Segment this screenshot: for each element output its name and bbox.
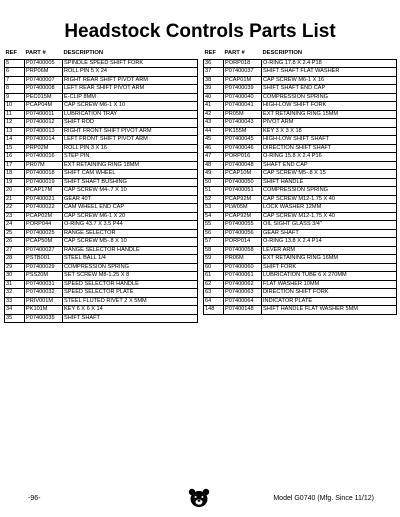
cell-ref: 44	[204, 127, 224, 136]
cell-ref: 60	[204, 263, 224, 272]
cell-ref: 38	[204, 76, 224, 85]
cell-desc: STEP PIN	[63, 153, 198, 162]
cell-ref: 22	[5, 204, 25, 213]
table-row	[5, 263, 198, 272]
table-row	[204, 110, 397, 119]
cell-ref: 23	[5, 212, 25, 221]
cell-desc: SPEED SELECTOR PLATE	[63, 289, 198, 298]
cell-desc: LEFT REAR SHIFT PIVOT ARM	[63, 85, 198, 94]
cell-part: PORP044	[25, 221, 63, 230]
cell-ref: 27	[5, 246, 25, 255]
table-row	[204, 263, 397, 272]
cell-part: PRP06M	[25, 68, 63, 77]
cell-part: P07400061	[224, 272, 262, 281]
cell-desc: LUBRICATION TRAY	[63, 110, 198, 119]
cell-ref: 36	[204, 59, 224, 68]
cell-ref: 55	[204, 221, 224, 230]
cell-ref: 5	[5, 59, 25, 68]
table-row	[204, 161, 397, 170]
cell-part: PLW05M	[224, 204, 262, 213]
cell-part: P07400039	[224, 85, 262, 94]
parts-table-left-body	[5, 59, 198, 323]
table-row	[5, 280, 198, 289]
table-row	[204, 127, 397, 136]
cell-ref: 17	[5, 161, 25, 170]
cell-desc: CAP SCREW M4-.7 X 10	[63, 187, 198, 196]
cell-part: P07400045	[224, 136, 262, 145]
cell-desc: ROLL PIN 5 X 24	[63, 68, 198, 77]
cell-part: PCAP02M	[25, 212, 63, 221]
cell-desc: STEEL BALL 1/4	[63, 255, 198, 264]
cell-desc: SHIFT FORK	[262, 263, 397, 272]
table-row	[204, 272, 397, 281]
header-part: PART #	[224, 50, 245, 56]
table-row	[5, 221, 198, 230]
cell-desc: RIGHT REAR SHIFT PIVOT ARM	[63, 76, 198, 85]
cell-desc: KEY 3 X 3 X 18	[262, 127, 397, 136]
cell-desc: LEFT FRONT SHIFT PIVOT ARM	[63, 136, 198, 145]
cell-desc: EXT RETAINING RING 16MM	[262, 255, 397, 264]
table-row	[5, 136, 198, 145]
cell-ref: 10	[5, 102, 25, 111]
cell-part: P07400148	[224, 306, 262, 315]
cell-part: P07400011	[25, 110, 63, 119]
cell-ref: 64	[204, 297, 224, 306]
table-row	[204, 153, 397, 162]
cell-desc: CAP SCREW M5-.8 X 15	[262, 170, 397, 179]
table-row	[204, 144, 397, 153]
cell-part: P07400013	[25, 127, 63, 136]
cell-desc: CAP SCREW M6-1 X 10	[63, 102, 198, 111]
cell-ref: 20	[5, 187, 25, 196]
table-row	[5, 204, 198, 213]
table-row	[204, 212, 397, 221]
table-row	[5, 110, 198, 119]
cell-part: P07400035	[25, 314, 63, 323]
table-row	[5, 289, 198, 298]
cell-ref: 52	[204, 195, 224, 204]
cell-part: PORP014	[224, 238, 262, 247]
cell-part: PSS20M	[25, 272, 63, 281]
cell-desc: COMPRESSION SPRING	[262, 187, 397, 196]
cell-desc: DIRECTION SHIFT SHAFT	[262, 144, 397, 153]
table-row	[204, 68, 397, 77]
cell-ref: 62	[204, 280, 224, 289]
cell-part: P07400056	[224, 229, 262, 238]
table-row	[5, 178, 198, 187]
model-label: Model G0740 (Mfg. Since 11/12)	[273, 495, 374, 502]
cell-part: P07400041	[224, 102, 262, 111]
cell-part: P07400040	[224, 93, 262, 102]
cell-part: PRIV001M	[25, 297, 63, 306]
cell-ref: 48	[204, 161, 224, 170]
cell-ref: 47	[204, 153, 224, 162]
cell-part: PORP018	[224, 59, 262, 68]
cell-desc: EXT RETAINING RING 18MM	[63, 161, 198, 170]
cell-part: P07400022	[25, 204, 63, 213]
cell-ref: 34	[5, 306, 25, 315]
cell-part: P07400048	[224, 161, 262, 170]
cell-desc: SPINDLE SPEED SHIFT FORK	[63, 59, 198, 68]
cell-ref: 53	[204, 204, 224, 213]
cell-ref: 56	[204, 229, 224, 238]
table-row	[5, 93, 198, 102]
cell-part: PK155M	[224, 127, 262, 136]
table-header-row	[5, 50, 198, 59]
table-row	[204, 221, 397, 230]
cell-part: P07400008	[25, 85, 63, 94]
cell-part: PK101M	[25, 306, 63, 315]
cell-part: P07400043	[224, 119, 262, 128]
cell-part: PCAP92M	[224, 195, 262, 204]
cell-desc: SHIFT HANDLE FLAT WASHER 5MM	[262, 306, 397, 315]
table-row	[204, 187, 397, 196]
table-row	[204, 178, 397, 187]
table-row	[204, 229, 397, 238]
cell-ref: 8	[5, 85, 25, 94]
cell-part: P07400062	[224, 280, 262, 289]
table-row	[5, 119, 198, 128]
table-row	[204, 170, 397, 179]
header-part: PART #	[25, 50, 46, 56]
cell-desc: CAM WHEEL END CAP	[63, 204, 198, 213]
cell-ref: 45	[204, 136, 224, 145]
cell-part: P07400058	[224, 246, 262, 255]
cell-part: P07400032	[25, 289, 63, 298]
cell-ref: 37	[204, 68, 224, 77]
cell-part: P07400050	[224, 178, 262, 187]
cell-desc: LEVER ARM	[262, 246, 397, 255]
cell-ref: 18	[5, 170, 25, 179]
cell-ref: 7	[5, 76, 25, 85]
cell-desc: SHIFT SHAFT END CAP	[262, 85, 397, 94]
table-row	[204, 102, 397, 111]
cell-part: P07400005	[25, 59, 63, 68]
cell-desc: GEAR 40T	[63, 195, 198, 204]
table-row	[5, 170, 198, 179]
header-description: DESCRIPTION	[262, 50, 303, 56]
cell-ref: 32	[5, 289, 25, 298]
table-row	[204, 280, 397, 289]
cell-ref: 50	[204, 178, 224, 187]
cell-part: P07400063	[224, 289, 262, 298]
cell-desc: SHIFT HANDLE	[262, 178, 397, 187]
cell-desc: O-RING 43.7 X 3.5 P44	[63, 221, 198, 230]
cell-desc: CAP SCREW M5-.8 X 10	[63, 238, 198, 247]
cell-part: P07400060	[224, 263, 262, 272]
table-row	[5, 102, 198, 111]
cell-desc: STEEL FLUTED RIVET 2 X 5MM	[63, 297, 198, 306]
table-row	[5, 127, 198, 136]
cell-part: PCAP92M	[224, 212, 262, 221]
cell-part: PCAP01M	[224, 76, 262, 85]
cell-part: P07400064	[224, 297, 262, 306]
cell-part: P07400007	[25, 76, 63, 85]
cell-ref: 25	[5, 229, 25, 238]
cell-desc: O-RING 17.8 X 2.4 P18	[262, 59, 397, 68]
cell-part: P07400016	[25, 153, 63, 162]
cell-ref: 63	[204, 289, 224, 298]
cell-ref: 26	[5, 238, 25, 247]
cell-ref: 59	[204, 255, 224, 264]
cell-part: P07400012	[25, 119, 63, 128]
cell-desc: HIGH-LOW SHIFT FORK	[262, 102, 397, 111]
cell-part: PR06M	[224, 255, 262, 264]
cell-desc: SHIFT ROD	[63, 119, 198, 128]
cell-ref: 12	[5, 119, 25, 128]
table-header-row	[204, 50, 397, 59]
cell-part: PRP02M	[25, 144, 63, 153]
table-row	[5, 68, 198, 77]
cell-part: P07400031	[25, 280, 63, 289]
cell-part: P07400021	[25, 195, 63, 204]
cell-part: P07400027	[25, 246, 63, 255]
cell-desc: RANGE SELECTOR HANDLE	[63, 246, 198, 255]
page-number: -96-	[28, 495, 41, 502]
cell-desc: O-RING 13.8 X 2.4 P14	[262, 238, 397, 247]
cell-part: PR05M	[224, 110, 262, 119]
cell-desc: SHIFT CAM WHEEL	[63, 170, 198, 179]
table-row	[5, 161, 198, 170]
header-description: DESCRIPTION	[63, 50, 104, 56]
cell-ref: 35	[5, 314, 25, 323]
table-row	[204, 306, 397, 315]
table-row	[5, 314, 198, 323]
cell-ref: 58	[204, 246, 224, 255]
cell-ref: 21	[5, 195, 25, 204]
table-row	[204, 76, 397, 85]
cell-ref: 61	[204, 272, 224, 281]
bear-head-icon	[188, 488, 210, 508]
cell-ref: 39	[204, 85, 224, 94]
table-row	[204, 255, 397, 264]
table-row	[5, 59, 198, 68]
cell-ref: 57	[204, 238, 224, 247]
table-row	[5, 306, 198, 315]
cell-part: PORP016	[224, 153, 262, 162]
table-row	[204, 297, 397, 306]
table-row	[204, 93, 397, 102]
cell-desc: E-CLIP 8MM	[63, 93, 198, 102]
cell-ref: 31	[5, 280, 25, 289]
cell-part: P07400055	[224, 221, 262, 230]
cell-ref: 51	[204, 187, 224, 196]
cell-part: PSTB001	[25, 255, 63, 264]
table-row	[204, 204, 397, 213]
cell-part: P07400037	[224, 68, 262, 77]
cell-desc: SPEED SELECTOR HANDLE	[63, 280, 198, 289]
table-row	[5, 255, 198, 264]
cell-part: P07400018	[25, 170, 63, 179]
table-row	[204, 85, 397, 94]
cell-part: PCAP17M	[25, 187, 63, 196]
table-row	[5, 212, 198, 221]
cell-desc: CAP SCREW M12-1.75 X 40	[262, 195, 397, 204]
table-row	[204, 119, 397, 128]
cell-desc: LOCK WASHER 12MM	[262, 204, 397, 213]
table-row	[5, 76, 198, 85]
cell-desc: CAP SCREW M12-1.75 X 40	[262, 212, 397, 221]
cell-desc: PIVOT ARM	[262, 119, 397, 128]
table-row	[5, 144, 198, 153]
cell-ref: 19	[5, 178, 25, 187]
cell-ref: 16	[5, 153, 25, 162]
cell-ref: 46	[204, 144, 224, 153]
table-row	[5, 195, 198, 204]
table-row	[204, 195, 397, 204]
cell-desc: ROLL PIN 3 X 16	[63, 144, 198, 153]
cell-part: P07400014	[25, 136, 63, 145]
cell-desc: COMPRESSION SPRING	[63, 263, 198, 272]
cell-desc: HIGH-LOW SHIFT SHAFT	[262, 136, 397, 145]
cell-ref: 33	[5, 297, 25, 306]
cell-desc: FLAT WASHER 10MM	[262, 280, 397, 289]
header-ref: REF	[204, 50, 217, 56]
cell-desc: GEAR SHAFT	[262, 229, 397, 238]
cell-desc: SHIFT SHAFT	[63, 314, 198, 323]
cell-ref: 49	[204, 170, 224, 179]
table-row	[5, 187, 198, 196]
table-row	[204, 246, 397, 255]
cell-part: PCAP50M	[25, 238, 63, 247]
cell-part: P07400025	[25, 229, 63, 238]
table-row	[5, 272, 198, 281]
cell-ref: 13	[5, 127, 25, 136]
cell-desc: SHIFT SHAFT BUSHING	[63, 178, 198, 187]
cell-desc: KEY 6 X 6 X 14	[63, 306, 198, 315]
cell-desc: COMPRESSION SPRING	[262, 93, 397, 102]
table-row	[204, 59, 397, 68]
cell-part: P07400046	[224, 144, 262, 153]
cell-desc: SHIFT SHAFT FLAT WASHER	[262, 68, 397, 77]
cell-desc: OIL SIGHT GLASS 3/4"	[262, 221, 397, 230]
cell-ref: 42	[204, 110, 224, 119]
table-row	[5, 246, 198, 255]
cell-ref: 11	[5, 110, 25, 119]
cell-ref: 54	[204, 212, 224, 221]
table-row	[5, 297, 198, 306]
cell-ref: 6	[5, 68, 25, 77]
cell-desc: RANGE SELECTOR	[63, 229, 198, 238]
cell-desc: RIGHT FRONT SHIFT PIVOT ARM	[63, 127, 198, 136]
cell-part: PEC015M	[25, 93, 63, 102]
parts-table-right-body	[204, 59, 397, 314]
table-row	[5, 85, 198, 94]
cell-part: P07400029	[25, 263, 63, 272]
cell-ref: 28	[5, 255, 25, 264]
parts-table-left	[4, 50, 198, 323]
table-row	[5, 229, 198, 238]
cell-desc: CAP SCREW M6-1 X 20	[63, 212, 198, 221]
cell-desc: SET SCREW M8-1.25 X 8	[63, 272, 198, 281]
cell-desc: INDICATOR PLATE	[262, 297, 397, 306]
cell-ref: 41	[204, 102, 224, 111]
parts-table-right	[203, 50, 397, 315]
cell-part: P07400019	[25, 178, 63, 187]
cell-desc: CAP SCREW M6-1 X 16	[262, 76, 397, 85]
cell-ref: 14	[5, 136, 25, 145]
cell-ref: 43	[204, 119, 224, 128]
table-row	[204, 289, 397, 298]
page-title: Headstock Controls Parts List	[64, 21, 336, 42]
cell-desc: DIRECTION SHIFT FORK	[262, 289, 397, 298]
table-row	[5, 238, 198, 247]
cell-part: P07400051	[224, 187, 262, 196]
cell-ref: 24	[5, 221, 25, 230]
cell-part: PR07M	[25, 161, 63, 170]
cell-ref: 9	[5, 93, 25, 102]
header-ref: REF	[5, 50, 18, 56]
cell-ref: 40	[204, 93, 224, 102]
cell-desc: SHAFT END CAP	[262, 161, 397, 170]
cell-part: PCAP04M	[25, 102, 63, 111]
table-row	[204, 238, 397, 247]
cell-part: PCAP10M	[224, 170, 262, 179]
cell-ref: 15	[5, 144, 25, 153]
cell-desc: LUBRICATION TUBE 6 X 270MM	[262, 272, 397, 281]
cell-ref: 30	[5, 272, 25, 281]
cell-ref: 148	[204, 306, 224, 315]
cell-ref: 29	[5, 263, 25, 272]
table-row	[5, 153, 198, 162]
table-row	[204, 136, 397, 145]
cell-desc: EXT RETAINING RING 15MM	[262, 110, 397, 119]
cell-desc: O-RING 15.8 X 2.4 P16	[262, 153, 397, 162]
